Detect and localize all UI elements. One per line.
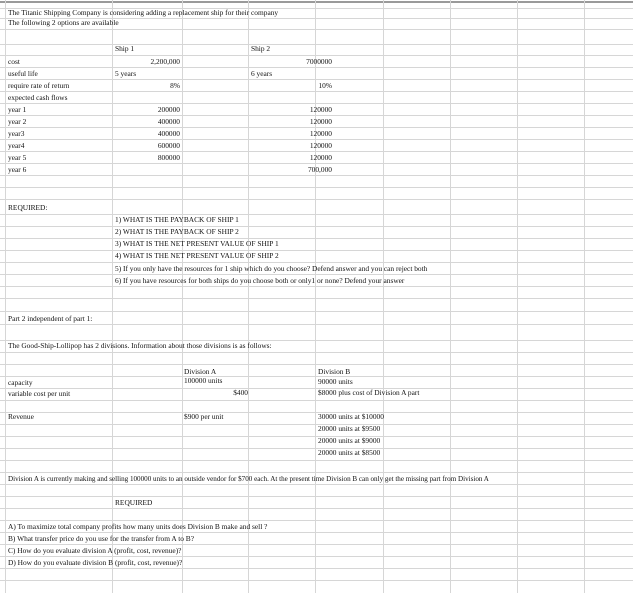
division-a-variable-cost: $400 [233,388,248,397]
ship2-year4: 120000 [309,141,332,150]
gridline [0,520,633,521]
required-item-6: 6) If you have resources for both ships do you choose both or only1 or none? Defend your answer [115,276,405,285]
gridline [0,103,633,104]
row-label-useful-life: useful life [8,69,38,78]
gridline [0,484,633,485]
division-b-capacity: 90000 units [318,377,353,386]
ship2-rate: 10% [318,81,332,90]
ship2-year2: 120000 [309,117,332,126]
required-item-4: 4) WHAT IS THE NET PRESENT VALUE OF SHIP 2 [115,251,279,260]
division-b-revenue-3: 20000 units at $9000 [318,436,381,445]
gridline [0,250,633,251]
gridline [0,199,633,200]
gridline [0,424,633,425]
gridline [0,376,633,377]
part2-intro: The Good-Ship-Lollipop has 2 divisions. Information about those divisions is as follows: [8,341,272,350]
gridline [0,544,633,545]
gridline [0,44,633,45]
ship2-year3: 120000 [309,129,332,138]
gridline [450,0,451,593]
variable-cost-label: variable cost per unit [8,389,71,398]
ship1-rate: 8% [170,81,180,90]
gridline [182,0,183,593]
gridline [0,238,633,239]
ship1-year1: 200000 [157,105,180,114]
division-a-revenue: $900 per unit [184,412,224,421]
gridline [0,364,633,365]
gridline [0,460,633,461]
required-item-2: 2) WHAT IS THE PAYBACK OF SHIP 2 [115,227,239,236]
division-a-header: Division A [184,367,217,376]
gridline [0,324,633,325]
ship1-year4: 600000 [157,141,180,150]
gridline [0,91,633,92]
intro-line-2: The following 2 options are available [8,18,119,27]
row-label-cash-flows: expected cash flows [8,93,68,102]
gridline [0,448,633,449]
ship2-year1: 120000 [309,105,332,114]
gridline [0,508,633,509]
gridline [0,127,633,128]
ship2-year5: 120000 [309,153,332,162]
ship1-useful-life: 5 years [115,69,137,78]
gridline [0,298,633,299]
ship1-year3: 400000 [157,129,180,138]
division-b-revenue-4: 20000 units at $8500 [318,448,381,457]
top-border [0,1,633,3]
gridline [584,0,585,593]
ship2-cost: 7000000 [306,57,332,66]
gridline [0,214,633,215]
row-label-year2: year 2 [8,117,27,126]
required-item-1: 1) WHAT IS THE PAYBACK OF SHIP 1 [115,215,239,224]
revenue-label: Revenue [8,412,34,421]
gridline [0,226,633,227]
row-label-year1: year 1 [8,105,27,114]
gridline [0,496,633,497]
gridline [0,556,633,557]
gridline [0,139,633,140]
question-a: A) To maximize total company profits how many units does Division B make and sell ? [8,522,268,531]
intro-line-1: The Titanic Shipping Company is considering adding a replacement ship for their company [8,8,279,17]
gridline [0,286,633,287]
gridline [0,55,633,56]
required-label: REQUIRED: [8,203,48,212]
ship1-cost: 2,200,000 [150,57,180,66]
question-d: D) How do you evaluate division B (profit, cost, revenue)? [8,558,183,567]
required-item-5: 5) If you only have the resources for 1 ship which do you choose? Defend answer and you can reject both [115,264,428,273]
gridline [0,187,633,188]
ship2-useful-life: 6 years [251,69,273,78]
gridline [0,436,633,437]
row-label-rate: require rate of return [8,81,70,90]
division-a-capacity: 100000 units [184,376,223,385]
gridline [0,532,633,533]
ship1-year2: 400000 [157,117,180,126]
gridline [0,151,633,152]
ship2-header: Ship 2 [251,44,271,53]
division-b-revenue-1: 30000 units at $10000 [318,412,384,421]
gridline [0,352,633,353]
required-item-3: 3) WHAT IS THE NET PRESENT VALUE OF SHIP 1 [115,239,279,248]
gridline [0,79,633,80]
gridline [0,262,633,263]
gridline [0,163,633,164]
gridline [0,311,633,312]
row-label-year3: year3 [8,129,25,138]
division-b-revenue-2: 20000 units at $9500 [318,424,381,433]
gridline [0,568,633,569]
gridline [0,388,633,389]
ship1-header: Ship 1 [115,44,135,53]
gridline [0,412,633,413]
gridline [0,400,633,401]
row-label-year4: year4 [8,141,25,150]
gridline [5,0,6,593]
question-c: C) How do you evaluate division A (profit, cost, revenue)? [8,546,182,555]
row-label-year6: year 6 [8,165,27,174]
part2-required-label: REQUIRED [115,498,153,507]
ship2-year6: 700,000 [307,165,332,174]
gridline [0,175,633,176]
row-label-cost: cost [8,57,20,66]
capacity-label: capacity [8,378,33,387]
gridline [383,0,384,593]
ship1-year5: 800000 [157,153,180,162]
gridline [517,0,518,593]
division-b-header: Division B [318,367,351,376]
gridline [0,580,633,581]
division-b-variable-cost: $8000 plus cost of Division A part [318,388,420,397]
part2-statement: Division A is currently making and selling 100000 units to an outside vendor for $700 each. At the present time Division B can only get the missing part from Division A [8,475,489,483]
row-label-year5: year 5 [8,153,27,162]
gridline [0,472,633,473]
part2-title: Part 2 independent of part 1: [8,314,93,323]
gridline [0,115,633,116]
gridline [0,274,633,275]
gridline [0,29,633,30]
question-b: B) What transfer price do you use for the transfer from A to B? [8,534,195,543]
gridline [0,67,633,68]
